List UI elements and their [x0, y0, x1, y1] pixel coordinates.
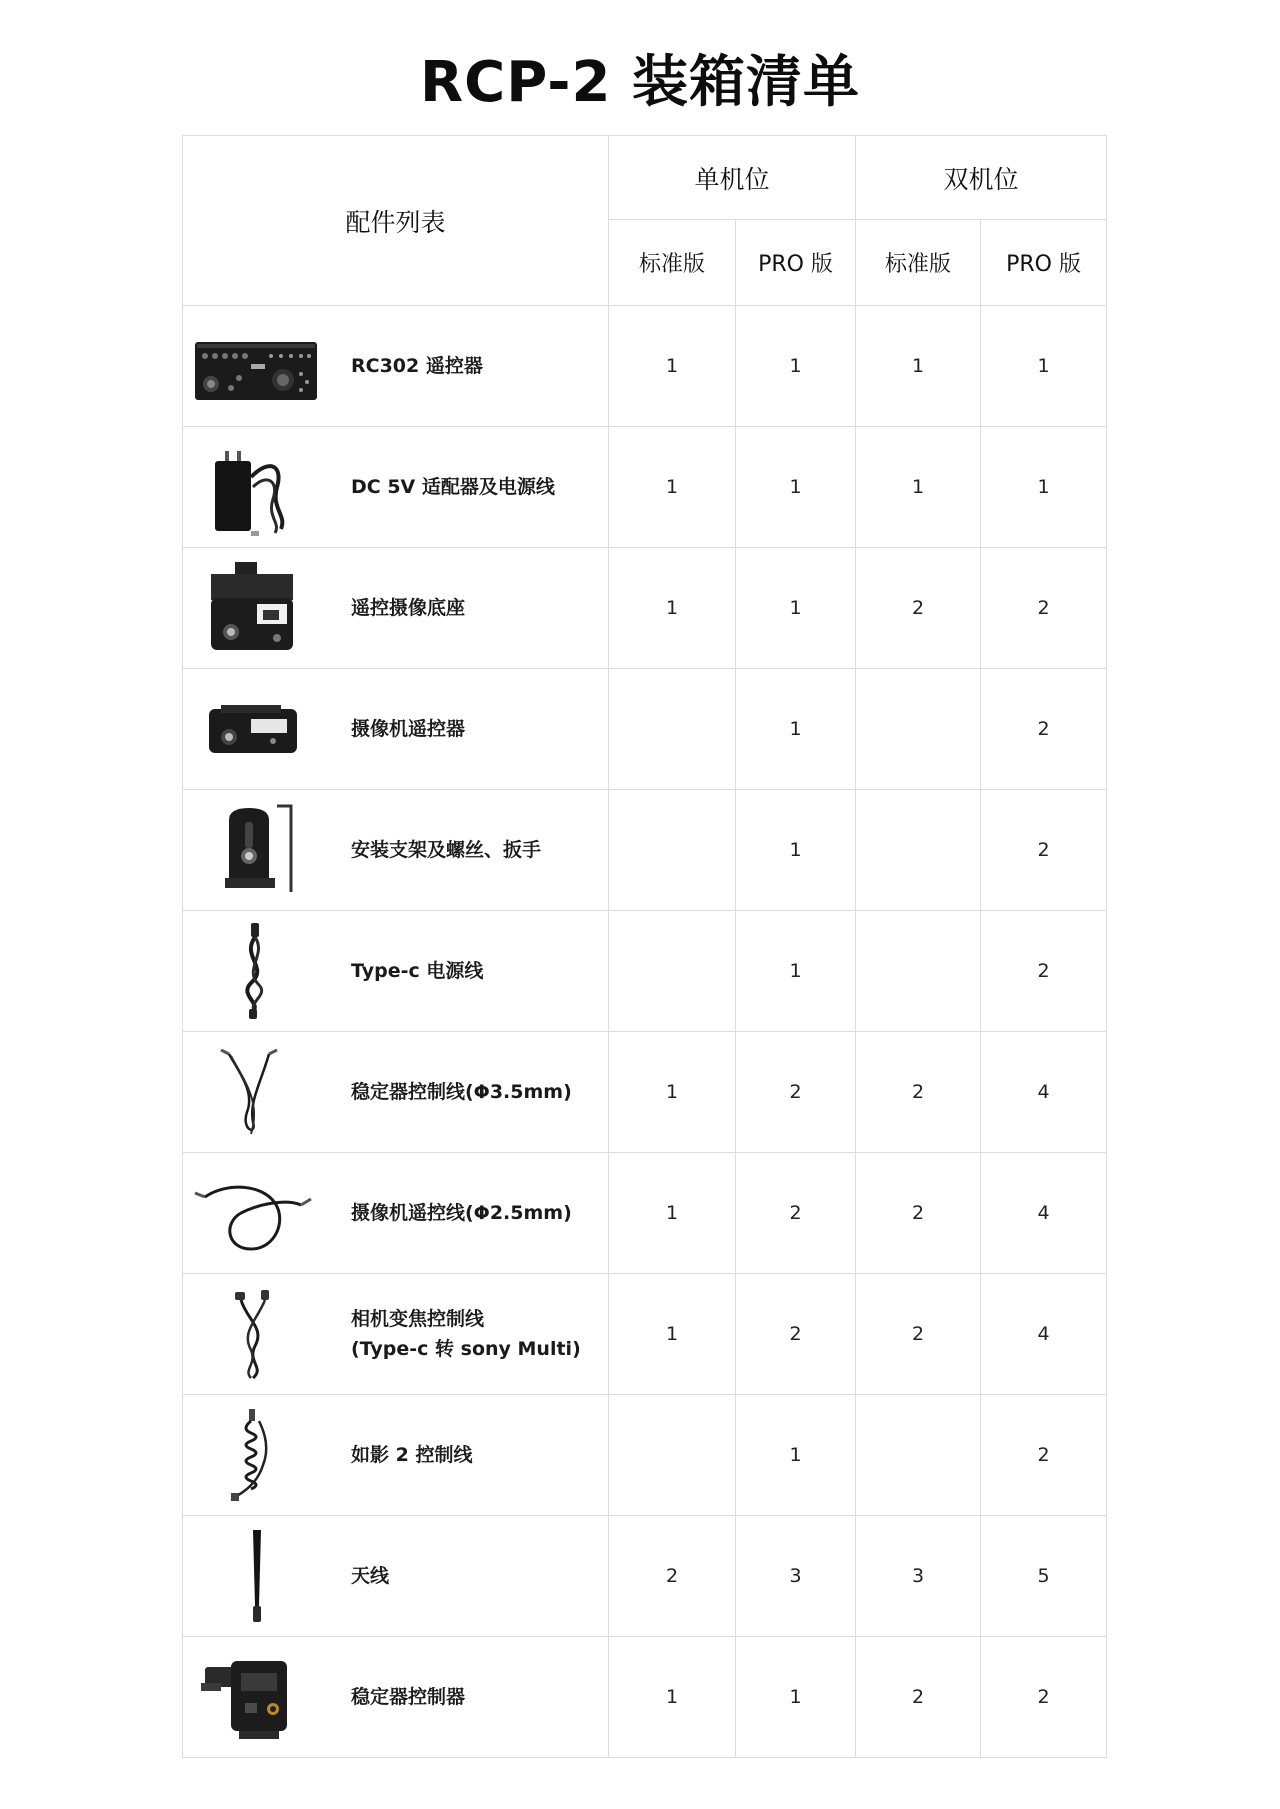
qty-single-standard: 1 — [609, 1032, 736, 1153]
item-name: 稳定器控制器 — [351, 1685, 466, 1708]
qty-dual-pro: 2 — [981, 669, 1107, 790]
item-cell — [183, 911, 609, 1032]
qty-dual-standard: 2 — [856, 1637, 981, 1758]
qty-dual-standard: 2 — [856, 1032, 981, 1153]
qty-dual-standard — [856, 911, 981, 1032]
qty-single-standard: 2 — [609, 1516, 736, 1637]
item-name: 摄像机遥控器 — [351, 717, 466, 740]
qty-single-standard: 1 — [609, 548, 736, 669]
item-cell — [183, 1516, 609, 1637]
item-name: 遥控摄像底座 — [351, 596, 466, 619]
remote-controller-icon — [191, 316, 321, 416]
coiled-cable-icon — [191, 1405, 321, 1505]
edition-header-pro: PRO 版 — [736, 220, 856, 306]
item-name: RC302 遥控器 — [351, 354, 483, 377]
item-name: 安装支架及螺丝、扳手 — [351, 838, 542, 861]
table-row — [183, 1032, 1107, 1153]
item-name: Type-c 电源线 — [351, 959, 484, 982]
table-row — [183, 306, 1107, 427]
qty-dual-standard — [856, 669, 981, 790]
item-name: 稳定器控制线(Φ3.5mm) — [351, 1080, 572, 1103]
camera-cable-icon — [191, 1163, 321, 1263]
dual-camera-header: 双机位 — [856, 136, 1107, 220]
item-name: 天线 — [351, 1564, 390, 1587]
stabilizer-cable-icon — [191, 1042, 321, 1142]
qty-dual-standard — [856, 790, 981, 911]
item-name: 相机变焦控制线 (Type-c 转 sony Multi) — [351, 1307, 581, 1360]
item-cell — [183, 669, 609, 790]
qty-dual-standard: 1 — [856, 427, 981, 548]
table-row — [183, 1274, 1107, 1395]
qty-single-standard: 1 — [609, 427, 736, 548]
qty-single-pro: 3 — [736, 1516, 856, 1637]
edition-header-standard: 标准版 — [609, 220, 736, 306]
table-row — [183, 427, 1107, 548]
qty-single-standard: 1 — [609, 1274, 736, 1395]
qty-dual-pro: 2 — [981, 1395, 1107, 1516]
qty-dual-pro: 2 — [981, 1637, 1107, 1758]
table-row — [183, 1516, 1107, 1637]
qty-dual-standard: 3 — [856, 1516, 981, 1637]
table-row — [183, 1395, 1107, 1516]
qty-single-standard — [609, 790, 736, 911]
qty-dual-standard: 2 — [856, 1274, 981, 1395]
camera-remote-icon — [191, 679, 321, 779]
table-row — [183, 1637, 1107, 1758]
qty-dual-pro: 2 — [981, 911, 1107, 1032]
qty-single-standard: 1 — [609, 1637, 736, 1758]
item-cell — [183, 306, 609, 427]
item-name: 摄像机遥控线(Φ2.5mm) — [351, 1201, 572, 1224]
table-row — [183, 911, 1107, 1032]
qty-dual-pro: 4 — [981, 1274, 1107, 1395]
qty-dual-standard: 1 — [856, 306, 981, 427]
item-cell — [183, 548, 609, 669]
table-row — [183, 548, 1107, 669]
qty-dual-standard: 2 — [856, 548, 981, 669]
item-cell — [183, 1032, 609, 1153]
qty-dual-pro: 1 — [981, 306, 1107, 427]
item-cell — [183, 1274, 609, 1395]
qty-single-standard: 1 — [609, 1153, 736, 1274]
page-title: RCP-2 装箱清单 — [420, 50, 860, 115]
camera-base-icon — [191, 558, 321, 658]
qty-single-pro: 1 — [736, 427, 856, 548]
qty-dual-pro: 1 — [981, 427, 1107, 548]
table-row — [183, 790, 1107, 911]
qty-single-standard — [609, 669, 736, 790]
edition-header-standard: 标准版 — [856, 220, 981, 306]
qty-single-pro: 1 — [736, 1637, 856, 1758]
qty-single-pro: 2 — [736, 1032, 856, 1153]
stabilizer-controller-icon — [191, 1647, 321, 1747]
item-column-header: 配件列表 — [183, 136, 609, 306]
item-cell — [183, 1153, 609, 1274]
qty-single-pro: 1 — [736, 911, 856, 1032]
qty-single-pro: 2 — [736, 1274, 856, 1395]
single-camera-header: 单机位 — [609, 136, 856, 220]
item-name: 如影 2 控制线 — [351, 1443, 473, 1466]
qty-dual-pro: 5 — [981, 1516, 1107, 1637]
item-cell — [183, 1395, 609, 1516]
qty-single-pro: 1 — [736, 306, 856, 427]
item-name: DC 5V 适配器及电源线 — [351, 475, 555, 498]
item-cell — [183, 427, 609, 548]
qty-single-standard — [609, 1395, 736, 1516]
qty-single-pro: 1 — [736, 790, 856, 911]
qty-dual-pro: 4 — [981, 1153, 1107, 1274]
qty-single-pro: 1 — [736, 548, 856, 669]
qty-dual-standard: 2 — [856, 1153, 981, 1274]
qty-dual-pro: 4 — [981, 1032, 1107, 1153]
table-row — [183, 1153, 1107, 1274]
table-row — [183, 669, 1107, 790]
qty-dual-standard — [856, 1395, 981, 1516]
packing-list-table — [182, 135, 1107, 1758]
qty-dual-pro: 2 — [981, 790, 1107, 911]
edition-header-pro: PRO 版 — [981, 220, 1107, 306]
qty-single-pro: 1 — [736, 1395, 856, 1516]
item-cell — [183, 1637, 609, 1758]
qty-single-pro: 2 — [736, 1153, 856, 1274]
qty-single-standard — [609, 911, 736, 1032]
item-cell — [183, 790, 609, 911]
mounting-bracket-icon — [191, 800, 321, 900]
zoom-cable-icon — [191, 1284, 321, 1384]
usb-c-cable-icon — [191, 921, 321, 1021]
qty-single-pro: 1 — [736, 669, 856, 790]
antenna-icon — [191, 1526, 321, 1626]
qty-dual-pro: 2 — [981, 548, 1107, 669]
power-adapter-icon — [191, 437, 321, 537]
qty-single-standard: 1 — [609, 306, 736, 427]
